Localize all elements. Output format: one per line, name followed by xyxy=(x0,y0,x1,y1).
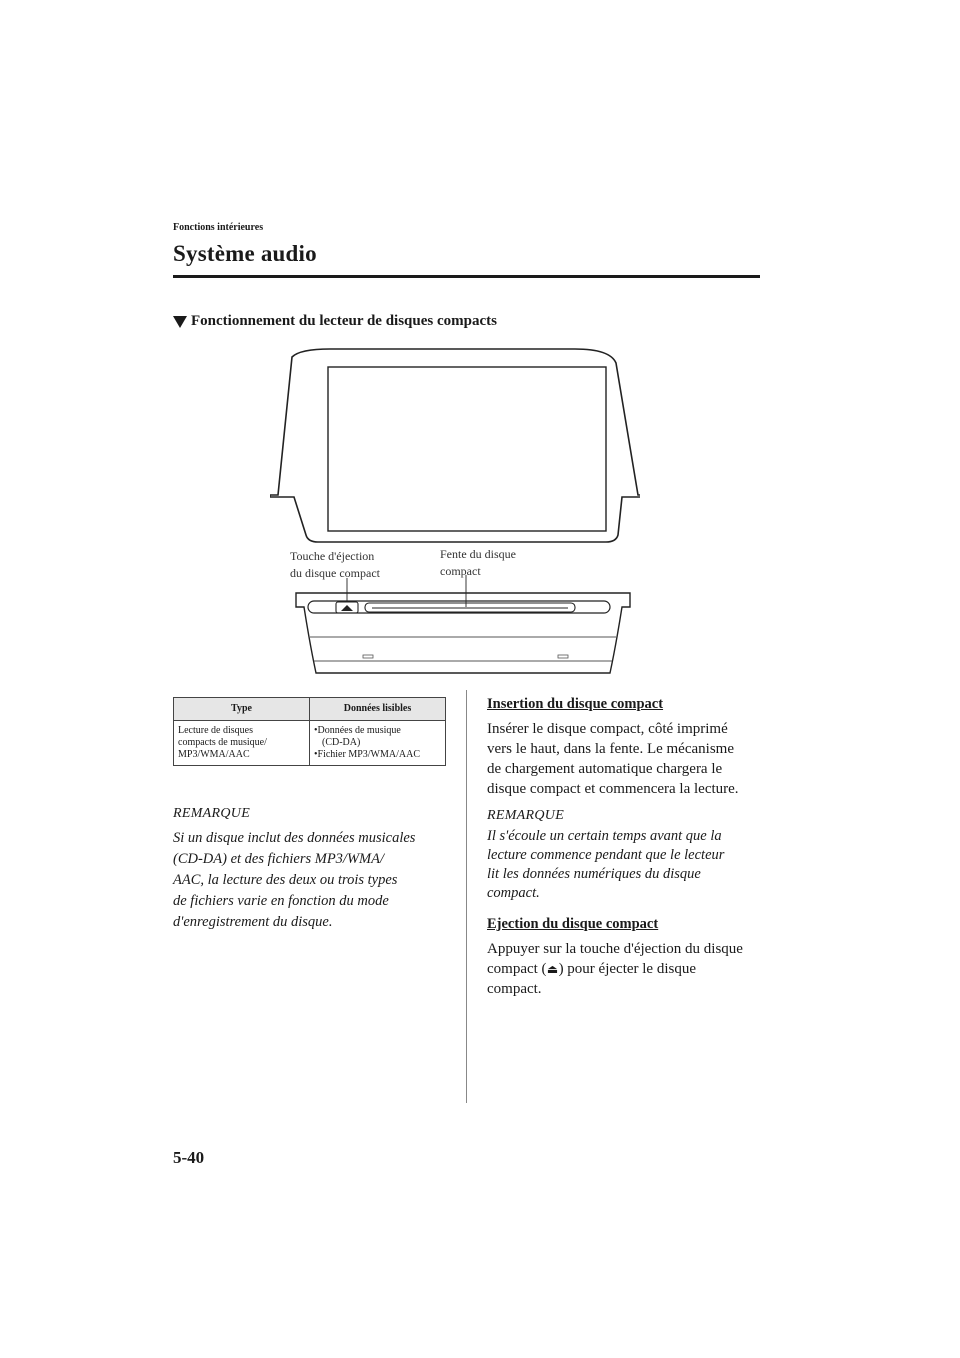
subsection-title: Fonctionnement du lecteur de disques compacts xyxy=(191,313,497,329)
triangle-down-icon xyxy=(173,316,187,328)
right-note-heading: REMARQUE xyxy=(487,808,565,823)
table-header-row xyxy=(174,698,446,721)
cd-player-illustration xyxy=(270,345,640,690)
title-rule xyxy=(173,275,760,278)
eject-icon: ⏏ xyxy=(546,962,559,976)
page-number: 5-40 xyxy=(173,1148,205,1167)
table-header-cell: Type xyxy=(174,698,310,721)
column-divider xyxy=(466,690,467,1103)
subsection-heading xyxy=(173,313,497,330)
table-row xyxy=(174,721,446,766)
ejection-text: Appuyer sur la touche d'éjection du disque compact (⏏) pour éjecter le disque compact. xyxy=(487,941,743,997)
table-cell-type: Lecture de disques compacts de musique/ MP3/WMA/AAC xyxy=(174,721,310,766)
eject-button-label: Touche d'éjection du disque compact xyxy=(290,549,380,580)
section-label: Fonctions intérieures xyxy=(173,222,264,233)
disc-slot-label: Fente du disque compact xyxy=(440,547,516,578)
ejection-heading: Ejection du disque compact xyxy=(487,916,659,932)
table-cell-data: •Données de musique (CD-DA) •Fichier MP3/WMA/AAC xyxy=(310,721,446,766)
insertion-text: Insérer le disque compact, côté imprimé vers le haut, dans la fente. Le mécanisme de chargement automatique chargera le disque compact et commencera la lecture. xyxy=(487,721,739,797)
right-note-text: Il s'écoule un certain temps avant que la lecture commence pendant que le lecteur lit les données numériques du disque compact. xyxy=(487,828,725,901)
readable-data-table xyxy=(173,697,446,766)
display-screen xyxy=(328,367,606,531)
left-note-text: Si un disque inclut des données musicales (CD-DA) et des fichiers MP3/WMA/ AAC, la lecture des deux ou trois types de fichiers varie en fonction du mode d'enregistrement du disque. xyxy=(173,830,416,930)
insertion-heading: Insertion du disque compact xyxy=(487,696,664,712)
cd-player-figure xyxy=(270,345,640,690)
page-title: Système audio xyxy=(173,241,317,266)
table-header-cell: Données lisibles xyxy=(310,698,446,721)
left-note-heading: REMARQUE xyxy=(173,806,251,821)
